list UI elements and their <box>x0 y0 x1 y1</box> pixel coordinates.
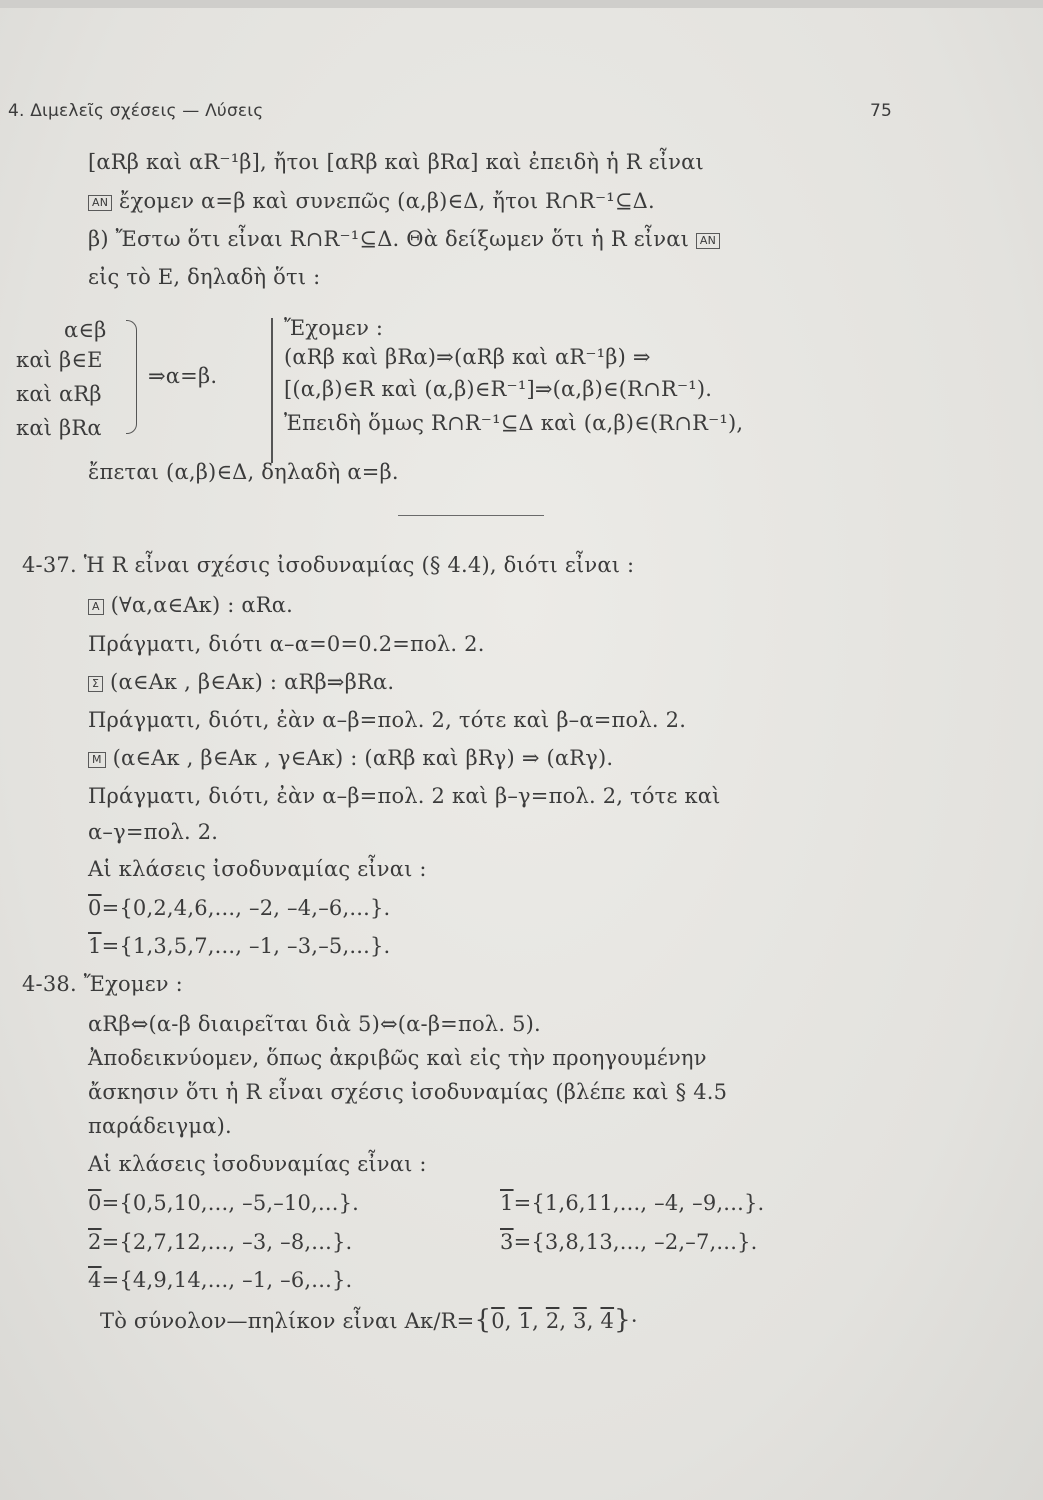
text-line: (αRβ καὶ βRα)⇒(αRβ καὶ αR⁻¹β) ⇒ <box>284 345 651 369</box>
premise: καὶ αRβ <box>16 382 102 406</box>
text-line: ΑΝ ἔχομεν α=β καὶ συνεπῶς (α,β)∈Δ, ἤτοι R∩R⁻¹⊆Δ. <box>88 187 655 215</box>
label-box: Σ <box>88 676 103 692</box>
text-line: Ἐπειδὴ ὅμως R∩R⁻¹⊆Δ καὶ (α,β)∈(R∩R⁻¹), <box>284 411 744 435</box>
text-line: Πράγματι, διότι, ἐὰν α–β=πολ. 2 καὶ β–γ=πολ. 2, τότε καὶ <box>88 784 721 808</box>
brace <box>126 320 137 434</box>
text-line: Ἀποδεικνύομεν, ὅπως ἀκριβῶς καὶ εἰς τὴν προηγουμένην <box>88 1046 707 1070</box>
text-line: α–γ=πολ. 2. <box>88 820 219 844</box>
separator <box>398 515 544 516</box>
text-line: 1={1,3,5,7,..., –1, –3,–5,...}. <box>88 934 391 958</box>
text-line: 2={2,7,12,..., –3, –8,...}. <box>88 1230 353 1254</box>
text-line: β) Ἔστω ὅτι εἶναι R∩R⁻¹⊆Δ. Θὰ δείξωμεν ὅτι ἡ R εἶναι ΑΝ <box>88 225 720 253</box>
running-header: 4. Διμελεῖς σχέσεις — Λύσεις <box>8 101 264 121</box>
text-line: [αRβ καὶ αR⁻¹β], ἤτοι [αRβ καὶ βRα] καὶ ἐπειδὴ ἡ R εἶναι <box>88 150 704 174</box>
premise: α∈β <box>64 318 107 342</box>
text-line: [(α,β)∈R καὶ (α,β)∈R⁻¹]⇒(α,β)∈(R∩R⁻¹). <box>284 377 713 401</box>
premise: καὶ β∈Ε <box>16 348 103 372</box>
text-line: Τὸ σύνολον—πηλίκον εἶναι Aκ/R={0, 1, 2, 3, 4}· <box>100 1305 638 1335</box>
label-box: Μ <box>88 752 106 768</box>
divider <box>271 318 273 463</box>
text-line: εἰς τὸ Ε, δηλαδὴ ὅτι : <box>88 265 321 289</box>
text-line: ἄσκησιν ὅτι ἡ R εἶναι σχέσις ἰσοδυναμίας (βλέπε καὶ § 4.5 <box>88 1080 728 1104</box>
text-line: παράδειγμα). <box>88 1114 232 1138</box>
text-line: Πράγματι, διότι α–α=0=0.2=πολ. 2. <box>88 632 485 656</box>
premise: καὶ βRα <box>16 416 102 440</box>
text-line: αRβ⇔(α-β διαιρεῖται διὰ 5)⇔(α-β=πολ. 5). <box>88 1012 541 1036</box>
label-box: Α <box>88 599 104 615</box>
text-line: ἔπεται (α,β)∈Δ, δηλαδὴ α=β. <box>88 460 399 484</box>
text-line: Μ (α∈Aκ , β∈Aκ , γ∈Aκ) : (αRβ καὶ βRγ) ⇒ (αRγ). <box>88 744 613 772</box>
label-box: ΑΝ <box>696 233 720 249</box>
page-number: 75 <box>870 101 893 121</box>
text-line: 0={0,2,4,6,..., –2, –4,–6,...}. <box>88 896 391 920</box>
conclusion: ⇒α=β. <box>148 364 218 388</box>
label-box: ΑΝ <box>88 195 112 211</box>
text-line: 3={3,8,13,..., –2,–7,...}. <box>500 1230 758 1254</box>
exercise-heading: 4-37. Ἡ R εἶναι σχέσις ἰσοδυναμίας (§ 4.4), διότι εἶναι : <box>22 553 635 577</box>
text-line: Ἔχομεν : <box>284 316 384 340</box>
text-line: Αἱ κλάσεις ἰσοδυναμίας εἶναι : <box>88 1152 427 1176</box>
text-line: 1={1,6,11,..., –4, –9,...}. <box>500 1191 765 1215</box>
exercise-heading: 4-38. Ἔχομεν : <box>22 972 183 996</box>
text-line: Πράγματι, διότι, ἐὰν α–β=πολ. 2, τότε καὶ β–α=πολ. 2. <box>88 708 687 732</box>
text-line: Αἱ κλάσεις ἰσοδυναμίας εἶναι : <box>88 857 427 881</box>
text-line: Σ (α∈Aκ , β∈Aκ) : αRβ⇒βRα. <box>88 668 394 696</box>
text-line: 4={4,9,14,..., –1, –6,...}. <box>88 1268 353 1292</box>
text-line: 0={0,5,10,..., –5,–10,...}. <box>88 1191 360 1215</box>
scan-edge <box>0 0 1043 8</box>
text-line: Α (∀α,α∈Aκ) : αRα. <box>88 591 293 619</box>
